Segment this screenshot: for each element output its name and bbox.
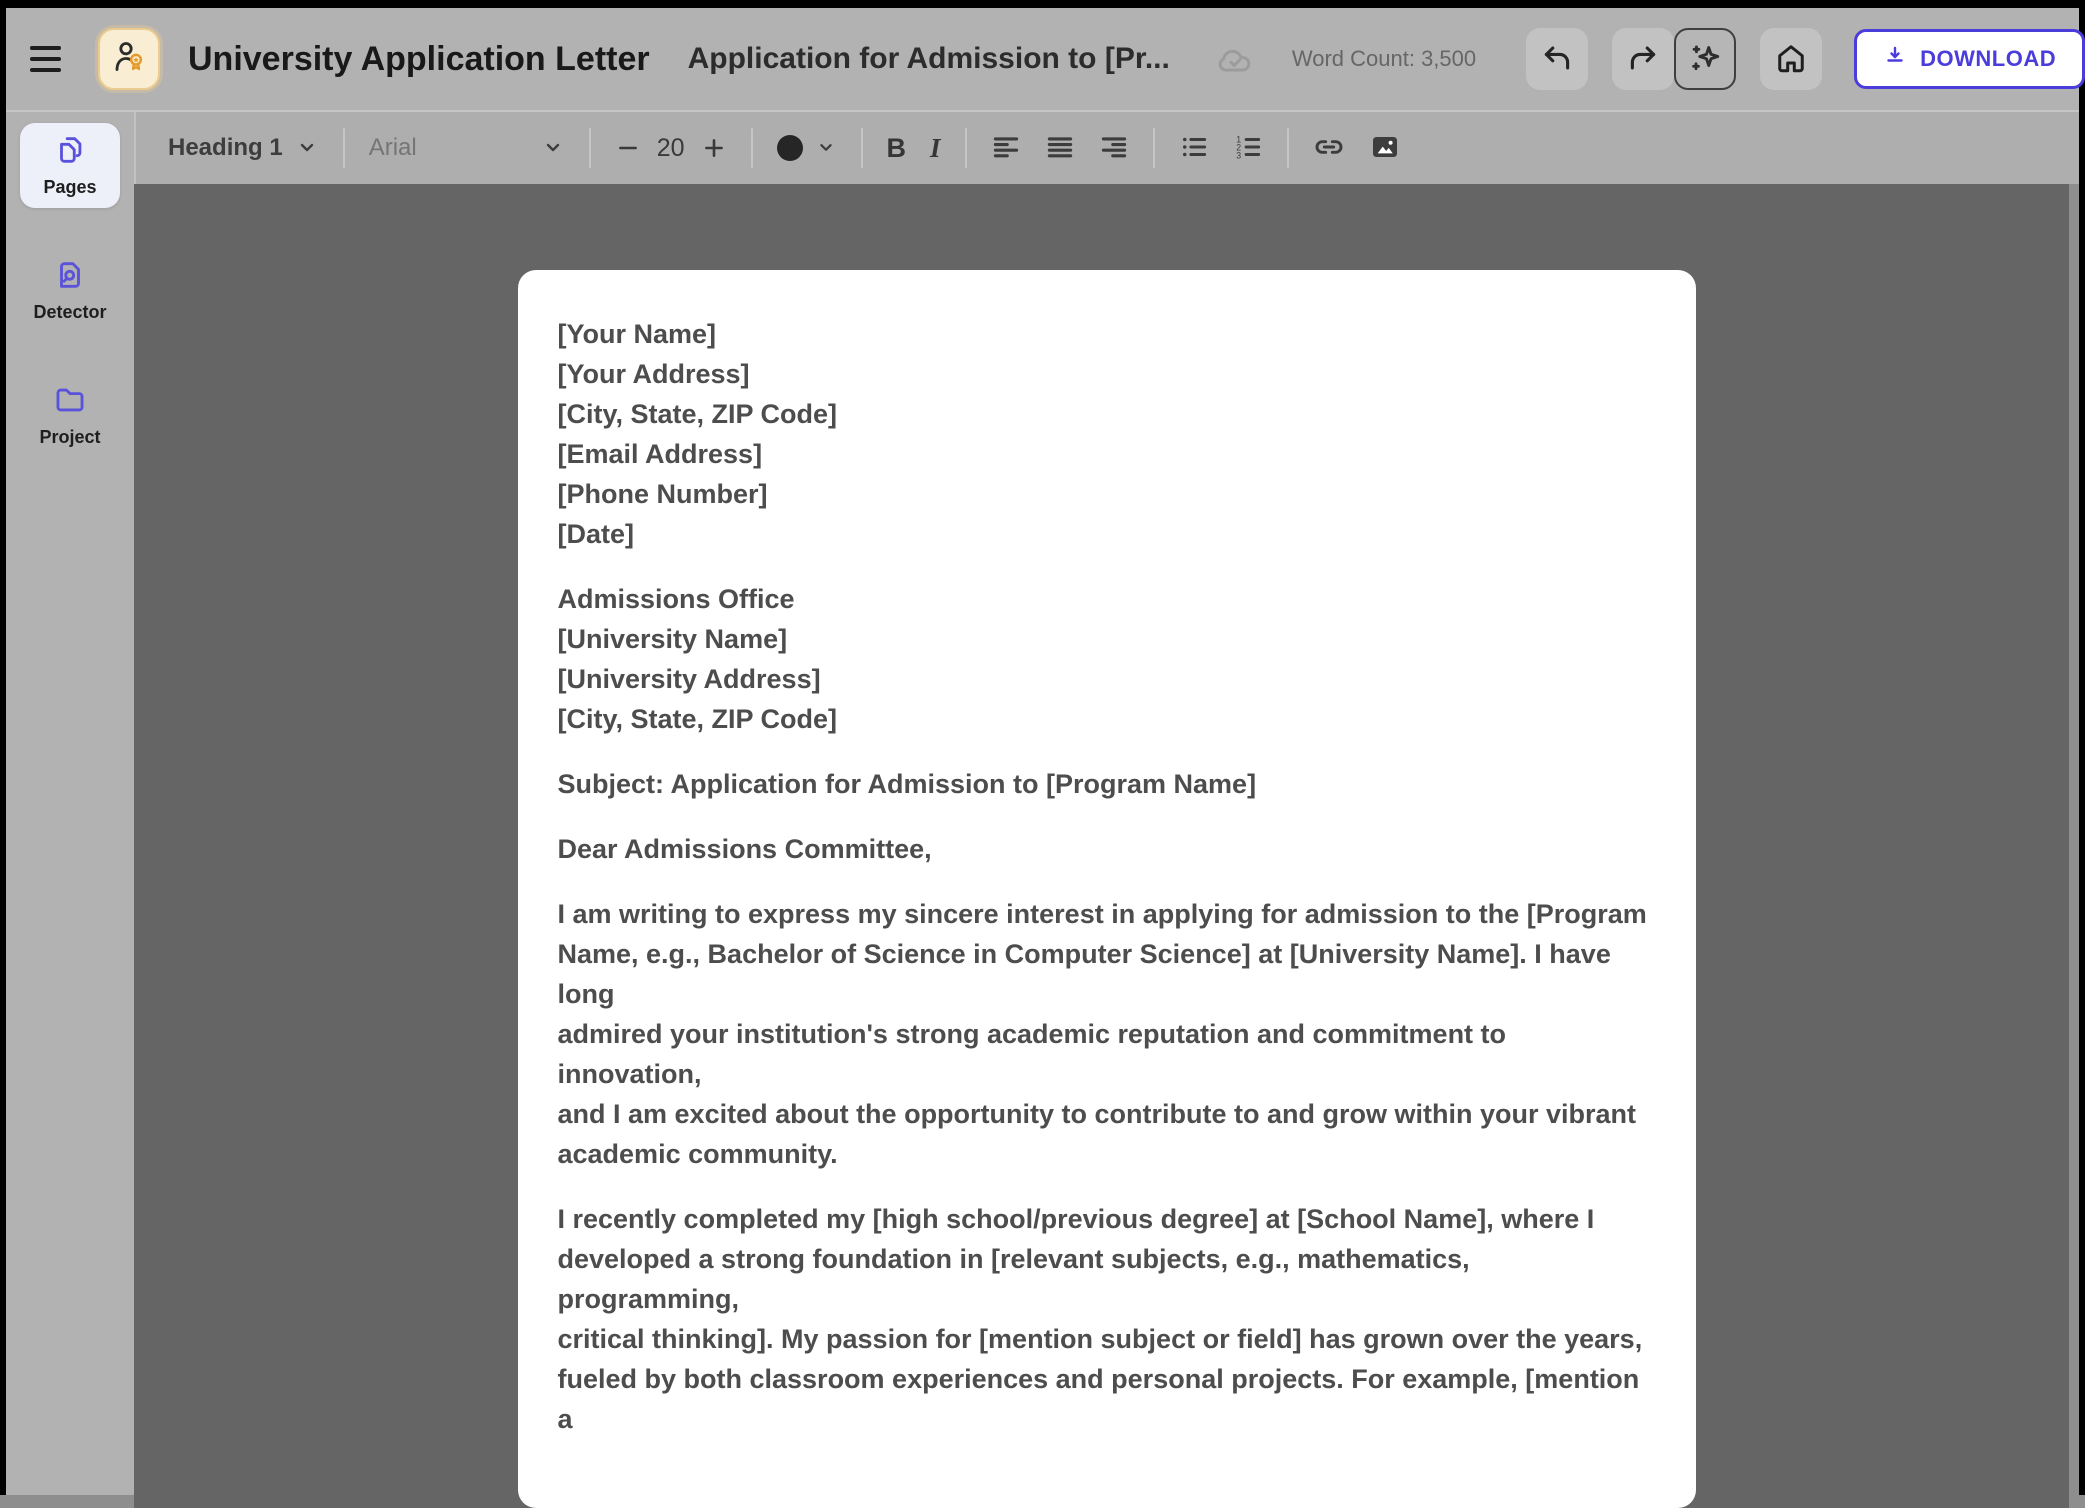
font-size-value: 20 [656, 133, 685, 162]
main-area [6, 112, 2079, 1495]
align-left-button[interactable] [985, 128, 1027, 169]
undo-icon [1540, 41, 1574, 78]
app-logo-icon [109, 37, 149, 82]
pages-icon [53, 133, 87, 170]
download-icon [1883, 44, 1907, 74]
home-button[interactable] [1760, 28, 1822, 90]
sparkles-icon [1687, 40, 1723, 79]
hamburger-menu-button[interactable] [30, 35, 78, 83]
align-justify-icon [1045, 132, 1075, 165]
sidebar [6, 112, 134, 1495]
undo-button[interactable] [1526, 28, 1588, 90]
download-button[interactable] [1854, 29, 2085, 89]
chevron-down-icon [541, 135, 565, 162]
sidebar-item-detector[interactable] [20, 248, 120, 333]
redo-icon [1626, 41, 1660, 78]
svg-text:1: 1 [1235, 133, 1241, 144]
sidebar-item-label: Pages [43, 177, 97, 197]
editor-canvas[interactable] [134, 184, 2079, 1508]
subject-line: Subject: Application for Admission to [Program Name] [557, 769, 1257, 799]
align-left-icon [991, 132, 1021, 165]
app-window [6, 8, 2079, 1495]
font-size-decrease-button[interactable] [609, 131, 647, 165]
sender-address-block: [Your Name] [Your Address] [City, State, ZIP Code] [Email Address] [Phone Number] [Date] [557, 319, 838, 549]
chevron-down-icon [815, 136, 837, 161]
redo-button[interactable] [1612, 28, 1674, 90]
detector-icon [53, 258, 87, 295]
align-justify-button[interactable] [1039, 128, 1081, 169]
letter-content [558, 314, 1656, 1439]
paragraph-1: I am writing to express my sincere interest in applying for admission to the [Program Name, e.g., Bachelor of Science in Computer Science] at [University Name]. I have long admired your institution's strong academic reputation and commitment to innovation, and I am excited about the opportunity to contribute to and grow within your vibrant academic community. [557, 899, 1647, 1169]
salutation: Dear Admissions Committee, [557, 834, 932, 864]
app-logo[interactable] [98, 28, 160, 90]
bullet-list-button[interactable] [1173, 128, 1215, 169]
numbered-list-button[interactable] [1227, 128, 1269, 169]
ai-sparkles-button[interactable] [1674, 28, 1736, 90]
heading-style-select[interactable]: Heading 1 [162, 130, 325, 166]
text-color-select[interactable] [771, 131, 843, 165]
sidebar-item-label: Detector [33, 302, 107, 322]
sidebar-item-project[interactable] [20, 373, 120, 458]
vertical-scrollbar[interactable] [2069, 184, 2079, 1508]
cloud-saved-icon [1214, 42, 1256, 76]
sidebar-item-pages[interactable] [20, 123, 120, 208]
header [6, 8, 2079, 112]
document-title[interactable]: Application for Admission to [Pr... [687, 42, 1170, 75]
insert-link-button[interactable] [1307, 127, 1351, 170]
align-right-button[interactable] [1093, 128, 1135, 169]
svg-text:3: 3 [1235, 149, 1241, 160]
document-page[interactable] [518, 270, 1696, 1508]
home-icon [1773, 40, 1809, 79]
chevron-down-icon [295, 135, 319, 162]
insert-image-button[interactable] [1363, 127, 1407, 170]
font-family-select[interactable]: Arial [363, 130, 571, 166]
paragraph-2: I recently completed my [high school/previous degree] at [School Name], where I developed a strong foundation in [relevant subjects, e.g., mathematics, programming, critical thinking]. My passion for [mention subject or field] has grown over the years, fueled by both classroom experiences and personal projects. For example, [mention a [557, 1204, 1643, 1434]
recipient-address-block: Admissions Office [University Name] [University Address] [City, State, ZIP Code] [557, 584, 838, 734]
font-size-increase-button[interactable] [695, 131, 733, 165]
bold-icon: B [886, 132, 907, 163]
align-right-icon [1099, 132, 1129, 165]
bullet-list-icon [1179, 132, 1209, 165]
word-count: Word Count: 3,500 [1291, 46, 1477, 71]
project-icon [53, 383, 87, 420]
sidebar-item-label: Project [39, 427, 101, 447]
hamburger-menu-icon [30, 46, 61, 50]
italic-button[interactable] [924, 129, 947, 168]
numbered-list-icon [1233, 132, 1263, 165]
link-icon [1313, 131, 1345, 166]
bold-button[interactable] [881, 129, 913, 168]
download-label: DOWNLOAD [1920, 46, 2057, 71]
text-color-icon [777, 135, 803, 161]
image-icon [1369, 131, 1401, 166]
app-title: University Application Letter [188, 39, 650, 78]
svg-text:2: 2 [1235, 141, 1241, 152]
italic-icon: I [930, 132, 941, 163]
formatting-toolbar [134, 112, 2079, 184]
